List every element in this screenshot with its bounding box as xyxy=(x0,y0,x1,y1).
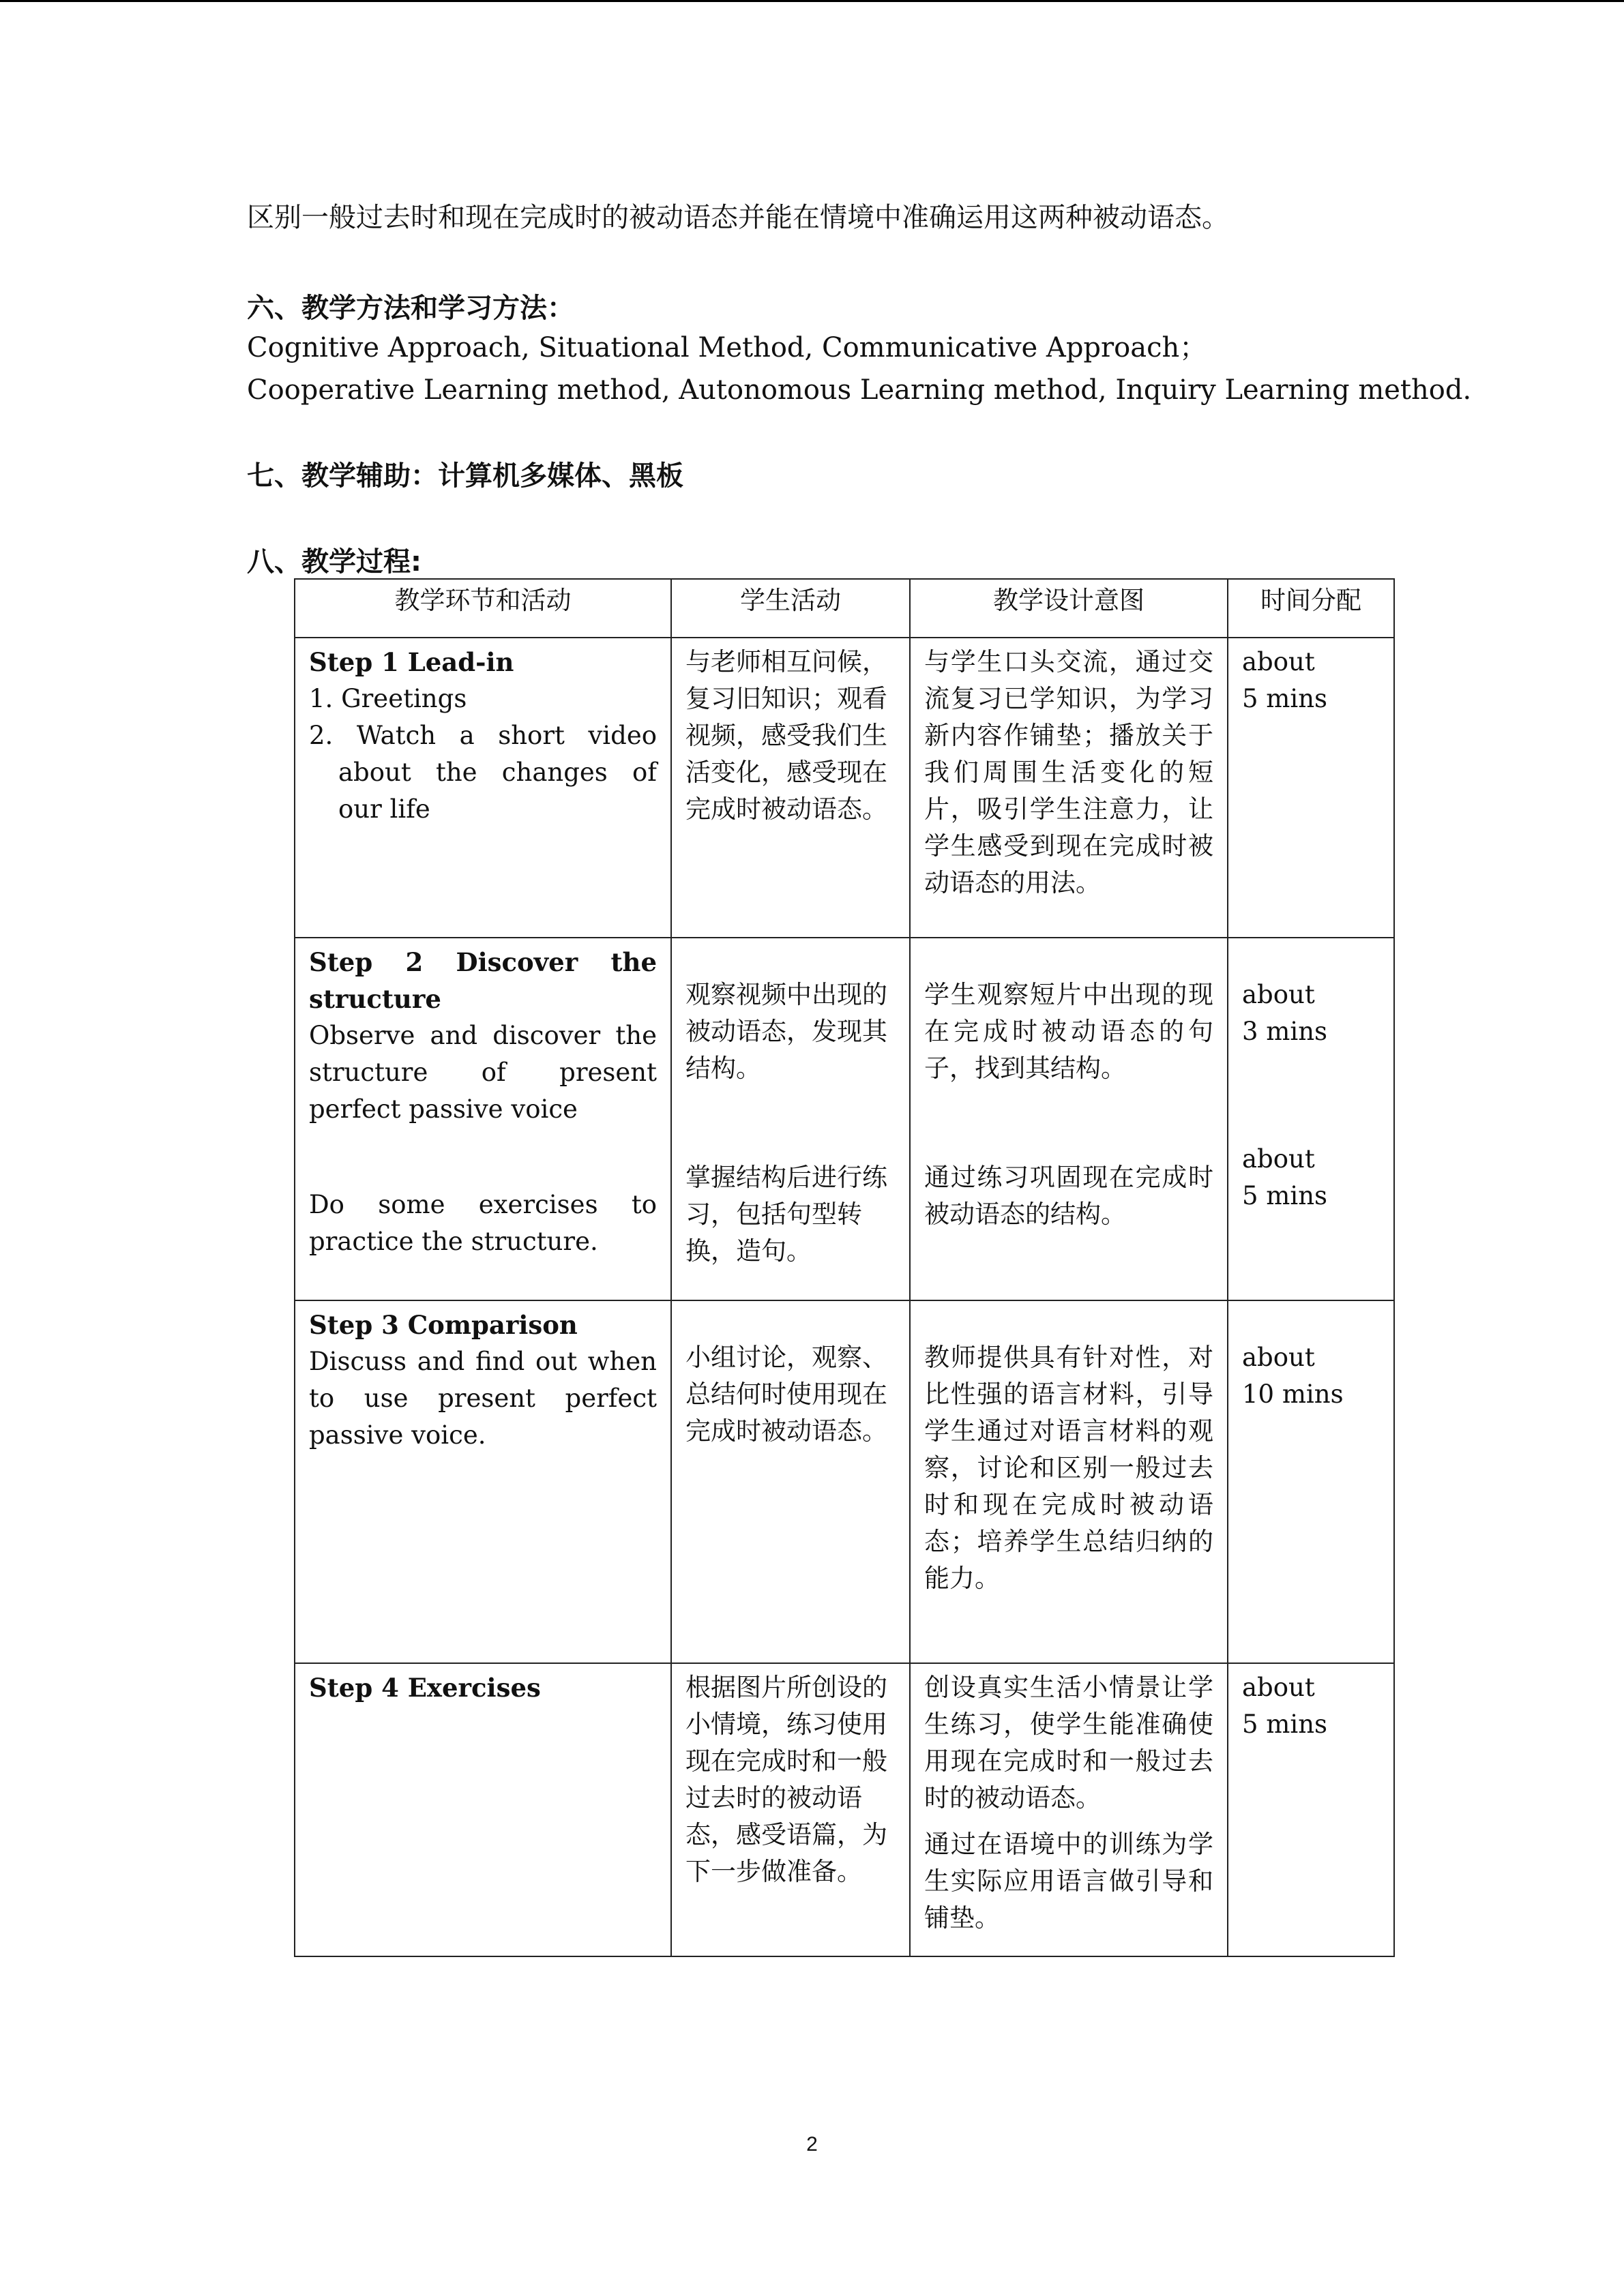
header-design-intent: 教学设计意图 xyxy=(910,579,1228,638)
step-1-time-mins: 5 mins xyxy=(1242,684,1328,713)
step-4-intent xyxy=(910,1663,1228,1956)
table-header-row xyxy=(295,579,1394,638)
step-2-time-2-mins: 5 mins xyxy=(1242,1181,1328,1210)
step-2-time-1-mins: 3 mins xyxy=(1242,1017,1328,1046)
step-2-intent-spacer-top xyxy=(924,944,1213,976)
step-3-intent-text: 教师提供具有针对性，对比性强的语言材料，引导学生通过对语言材料的观察，讨论和区别一般过去时和现在完成时被动语态；培养学生总结归纳的能力。 xyxy=(924,1343,1213,1593)
step-3-intent-spacer xyxy=(924,1307,1213,1339)
step-1-item-2: 2. Watch a short video about the changes of our life xyxy=(309,721,657,824)
step-1-time xyxy=(1228,638,1394,938)
step-4-time-mins: 5 mins xyxy=(1242,1710,1328,1739)
step-1-time-about: about xyxy=(1242,647,1315,676)
methods-line-1: Cognitive Approach, Situational Method, Communicative Approach； xyxy=(247,332,1207,363)
step-4-intent-a: 创设真实生活小情景让学生练习，使学生能准确使用现在完成时和一般过去时的被动语态。 xyxy=(924,1673,1213,1813)
section-7-heading: 七、教学辅助：计算机多媒体、黑板 xyxy=(247,460,683,492)
section-8-heading: 八、教学过程: xyxy=(247,546,422,578)
step-1-student: 与老师相互问候，复习旧知识；观看视频，感受我们生活变化，感受现在完成时被动语态。 xyxy=(671,638,910,938)
step-4-intent-b: 通过在语境中的训练为学生实际应用语言做引导和铺垫。 xyxy=(924,1830,1213,1933)
step-2-activity-a: Observe and discover the structure of present perfect passive voice xyxy=(309,1021,657,1124)
step-2-spacer xyxy=(309,1128,657,1187)
methods-line-2: Cooperative Learning method, Autonomous Learning method, Inquiry Learning method. xyxy=(247,374,1472,406)
step-4-title: Step 4 Exercises xyxy=(309,1673,541,1703)
step-3-time-spacer xyxy=(1242,1307,1380,1339)
step-2-intent-a: 学生观察短片中出现的现在完成时被动语态的句子，找到其结构。 xyxy=(924,980,1213,1083)
step-2-time-spacer-top xyxy=(1242,944,1380,976)
step-3-intent xyxy=(910,1300,1228,1663)
step-2-intent xyxy=(910,938,1228,1300)
top-border-line xyxy=(0,0,1624,2)
step-4-time xyxy=(1228,1663,1394,1956)
step-3-time xyxy=(1228,1300,1394,1663)
step-3-activity-text: Discuss and find out when to use present perfect passive voice. xyxy=(309,1347,657,1450)
step-2-title: Step 2 Discover the structure xyxy=(309,947,657,1014)
step-4-intent-spacer xyxy=(924,1817,1213,1826)
step-2-student-spacer xyxy=(685,1087,896,1159)
teaching-process-table xyxy=(294,578,1395,1957)
step-2-time-spacer xyxy=(1242,1050,1380,1141)
step-2-intent-spacer xyxy=(924,1087,1213,1159)
step-1-title: Step 1 Lead-in xyxy=(309,647,514,677)
step-1-item-1: 1. Greetings xyxy=(309,684,467,713)
step-2-student xyxy=(671,938,910,1300)
step-2-intent-b: 通过练习巩固现在完成时被动语态的结构。 xyxy=(924,1163,1213,1229)
step-2-student-b: 掌握结构后进行练习，包括句型转换，造句。 xyxy=(685,1163,887,1266)
step-1-activity xyxy=(295,638,671,938)
step-2-time-2-about: about xyxy=(1242,1144,1315,1174)
page-number: 2 xyxy=(806,2133,818,2156)
step-3-student-text: 小组讨论，观察、总结何时使用现在完成时被动语态。 xyxy=(685,1343,887,1446)
step-2-time xyxy=(1228,938,1394,1300)
header-stage: 教学环节和活动 xyxy=(295,579,671,638)
step-2-activity-b: Do some exercises to practice the structure. xyxy=(309,1190,657,1256)
step-3-time-about: about xyxy=(1242,1343,1315,1372)
step-2-activity xyxy=(295,938,671,1300)
table-row-step-3 xyxy=(295,1300,1394,1663)
step-3-time-mins: 10 mins xyxy=(1242,1380,1344,1409)
step-2-time-1-about: about xyxy=(1242,980,1315,1009)
step-1-intent: 与学生口头交流，通过交流复习已学知识，为学习新内容作铺垫；播放关于我们周围生活变化的短片，吸引学生注意力，让学生感受到现在完成时被动语态的用法。 xyxy=(910,638,1228,938)
step-4-activity xyxy=(295,1663,671,1956)
header-student-activity: 学生活动 xyxy=(671,579,910,638)
table-row-step-2 xyxy=(295,938,1394,1300)
objective-line: 区别一般过去时和现在完成时的被动语态并能在情境中准确运用这两种被动语态。 xyxy=(247,202,1229,233)
step-3-student xyxy=(671,1300,910,1663)
section-6-heading: 六、教学方法和学习方法： xyxy=(247,293,574,324)
step-2-student-spacer-top xyxy=(685,944,896,976)
step-3-title: Step 3 Comparison xyxy=(309,1310,578,1340)
table-row-step-1 xyxy=(295,638,1394,938)
step-3-activity xyxy=(295,1300,671,1663)
header-time: 时间分配 xyxy=(1228,579,1394,638)
step-3-student-spacer xyxy=(685,1307,896,1339)
step-4-student: 根据图片所创设的小情境，练习使用现在完成时和一般过去时的被动语态，感受语篇，为下一步做准备。 xyxy=(671,1663,910,1956)
table-row-step-4 xyxy=(295,1663,1394,1956)
step-2-student-a: 观察视频中出现的被动语态，发现其结构。 xyxy=(685,980,887,1083)
step-4-time-about: about xyxy=(1242,1673,1315,1702)
